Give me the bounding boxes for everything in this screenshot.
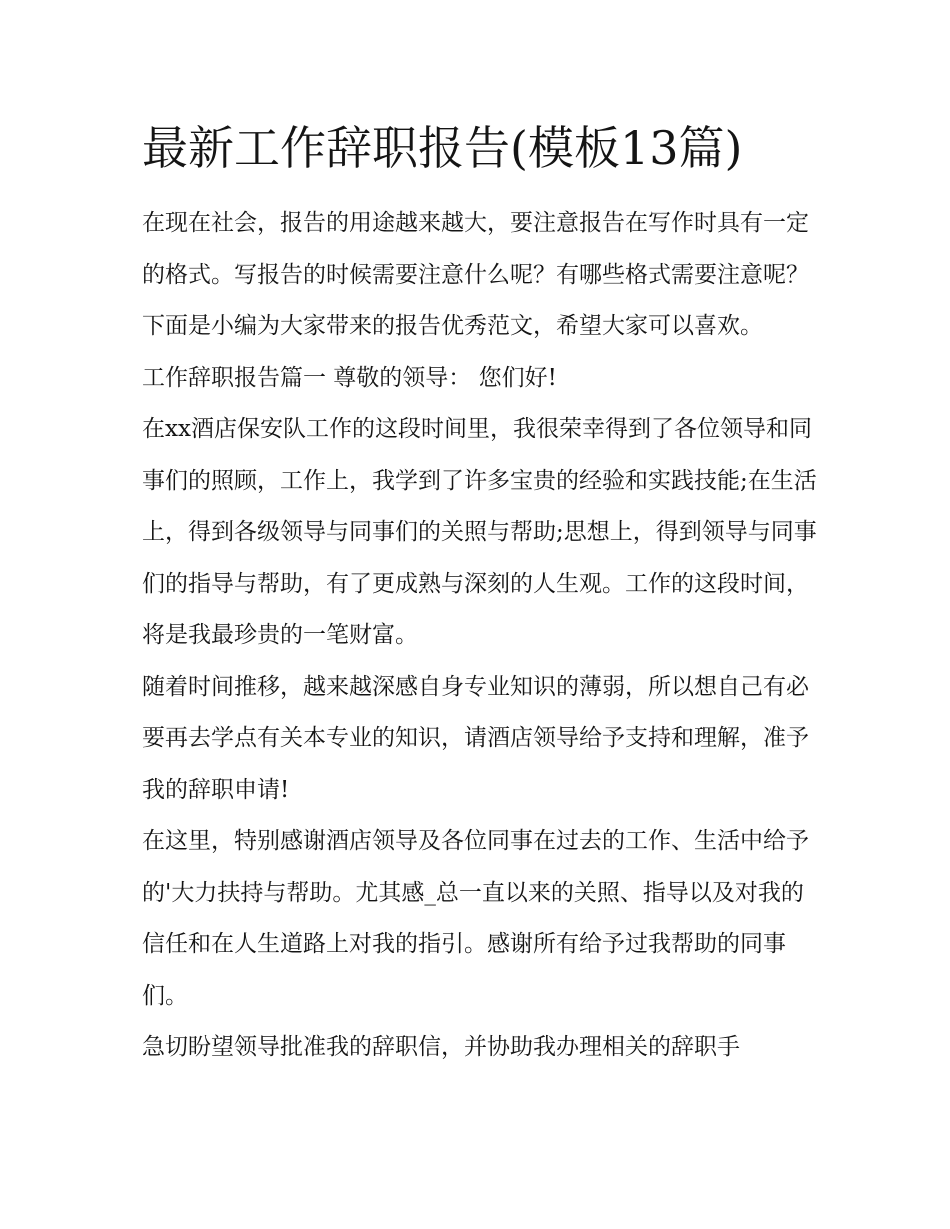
document-title: 最新工作辞职报告(模板13篇) — [142, 121, 743, 175]
paragraph-thanks: 在这里，特别感谢酒店领导及各位同事在过去的工作、生活中给予的'大力扶持与帮助。尤其感_总一直以来的关照、指导以及对我的信任和在人生道路上对我的指引。感谢所有给予过我帮助的同事们。 — [142, 828, 809, 1009]
document-body — [142, 198, 818, 1074]
paragraph-intro: 在现在社会，报告的用途越来越大，要注意报告在写作时具有一定的格式。写报告的时候需要注意什么呢？有哪些格式需要注意呢？下面是小编为大家带来的报告优秀范文，希望大家可以喜欢。 — [142, 210, 809, 339]
paragraph-experience: 在xx酒店保安队工作的这段时间里，我很荣幸得到了各位领导和同事们的照顾，工作上，我学到了许多宝贵的经验和实践技能;在生活上，得到各级领导与同事们的关照与帮助;思想上，得到领导与同事们的指导与帮助，有了更成熟与深刻的人生观。工作的这段时间，将是我最珍贵的一笔财富。 — [142, 416, 817, 648]
paragraph-reason: 随着时间推移，越来越深感自身专业知识的薄弱，所以想自己有必要再去学点有关本专业的知识，请酒店领导给予支持和理解，准予我的辞职申请! — [142, 673, 809, 803]
paragraph-salutation: 工作辞职报告篇一 尊敬的领导： 您们好! — [142, 364, 557, 391]
paragraph-request: 急切盼望领导批准我的辞职信，并协助我办理相关的辞职手 — [142, 1034, 740, 1060]
